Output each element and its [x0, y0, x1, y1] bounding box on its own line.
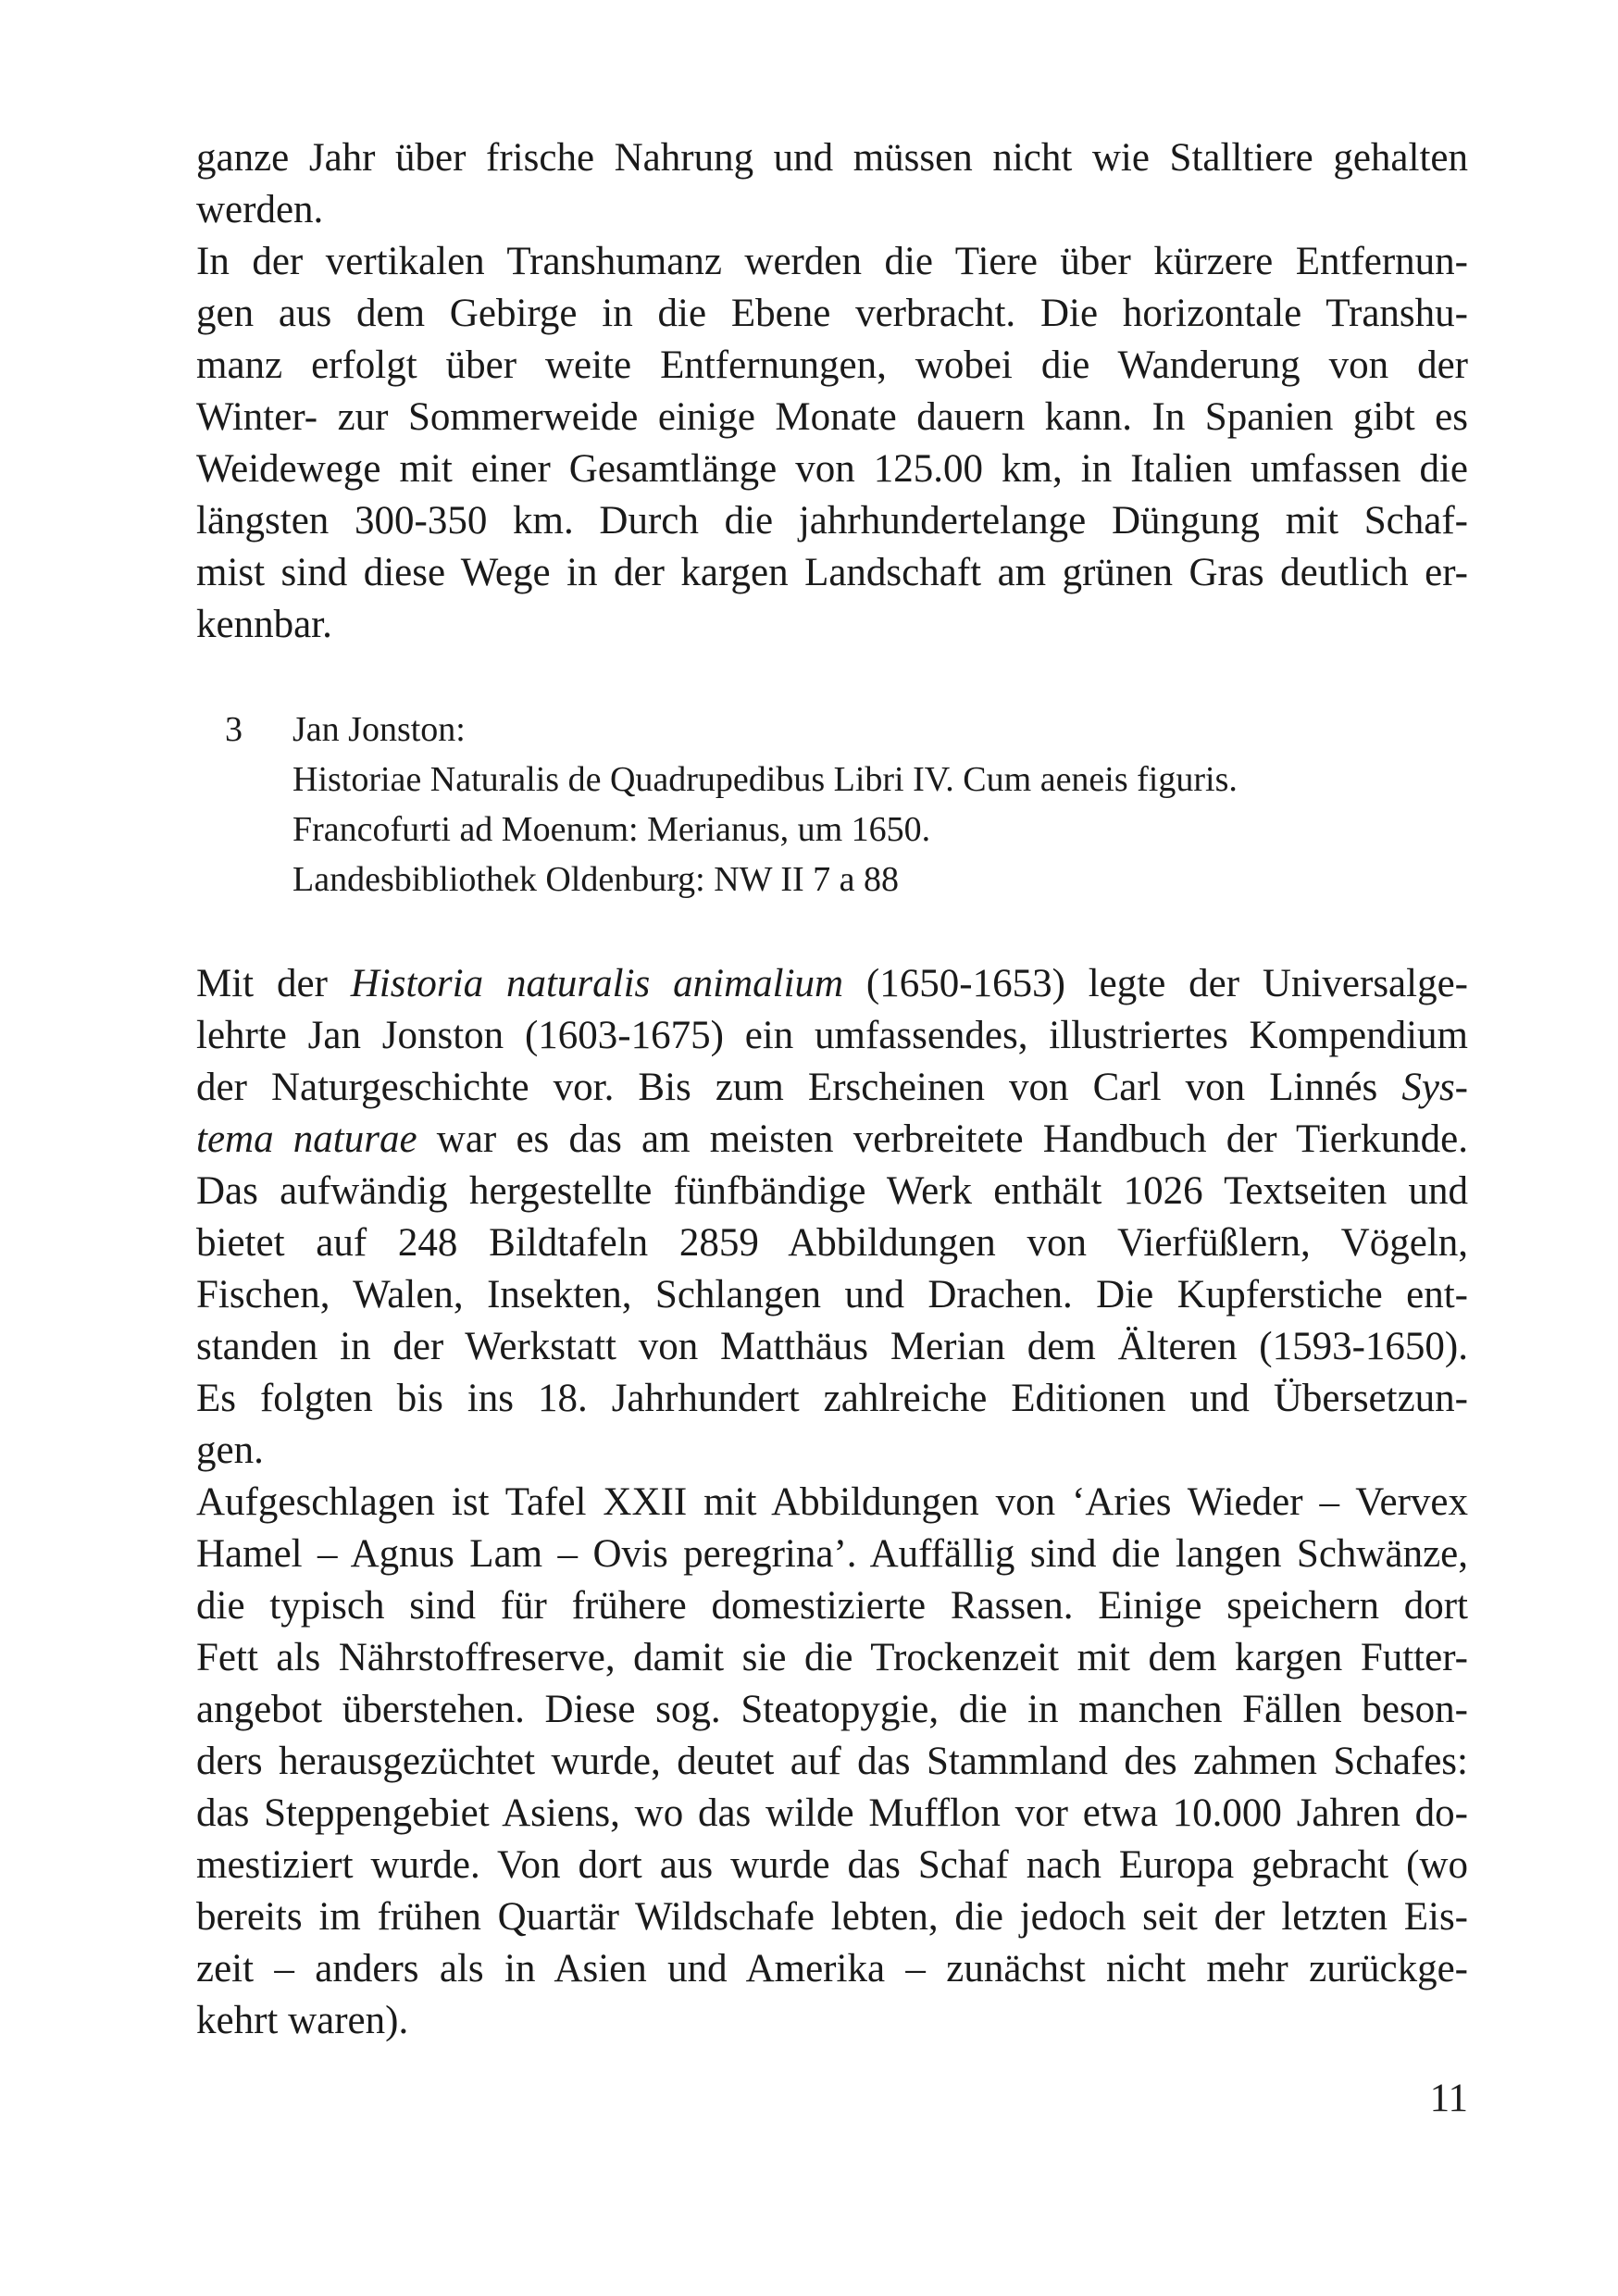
text-line: Weidewege mit einer Gesamtlänge von 125.00 km, in Italien umfassen die — [196, 447, 1468, 491]
text-line: In der vertikalen Transhumanz werden die Tiere über kürzere Entfernun- — [196, 240, 1468, 283]
text-line: lehrte Jan Jonston (1603-1675) ein umfassendes, illustriertes Kompendium — [196, 1014, 1468, 1057]
text-run: Mit der — [196, 962, 351, 1005]
text-line: Das aufwändig hergestellte fünfbändige Werk enthält 1026 Textseiten und — [196, 1169, 1468, 1213]
caption-text — [292, 705, 1428, 905]
text-line — [196, 1114, 1468, 1166]
text-line: angebot überstehen. Diese sog. Steatopygie, die in manchen Fällen beson- — [196, 1688, 1468, 1731]
text-line: bietet auf 248 Bildtafeln 2859 Abbildungen von Vierfüßlern, Vögeln, — [196, 1221, 1468, 1265]
text-line: standen in der Werkstatt von Matthäus Merian dem Älteren (1593-1650). — [196, 1325, 1468, 1368]
text-run: war es das am meisten verbreitete Handbuch der Tierkunde. — [417, 1117, 1468, 1161]
caption-title: Historiae Naturalis de Quadrupedibus Libri IV. Cum aeneis figuris. — [292, 760, 1238, 799]
text-run: der Naturgeschichte vor. Bis zum Erscheinen von Carl von Linnés — [196, 1066, 1402, 1109]
book-title-italic: Sys- — [1401, 1066, 1468, 1109]
text-line: ganze Jahr über frische Nahrung und müssen nicht wie Stalltiere gehalten — [196, 136, 1468, 180]
text-line: längsten 300-350 km. Durch die jahrhundertelange Düngung mit Schaf- — [196, 499, 1468, 543]
text-line: gen. — [196, 1429, 264, 1472]
text-line: kehrt waren). — [196, 1999, 409, 2042]
text-line: zeit – anders als in Asien und Amerika – zunächst nicht mehr zurückge- — [196, 1947, 1468, 1990]
page-number: 11 — [1429, 2077, 1468, 2120]
caption-author: Jan Jonston: — [292, 710, 466, 749]
text-run: (1650-1653) legte der Universalge- — [843, 962, 1468, 1005]
text-line: bereits im frühen Quartär Wildschafe lebten, die jedoch seit der letzten Eis- — [196, 1895, 1468, 1939]
caption-imprint: Francofurti ad Moenum: Merianus, um 1650. — [292, 810, 931, 849]
paragraph-jonston — [196, 958, 1468, 2047]
text-line: ders herausgezüchtet wurde, deutet auf das Stammland des zahmen Schafes: — [196, 1740, 1468, 1783]
caption-number: 3 — [225, 710, 243, 749]
text-line: Fett als Nährstoffreserve, damit sie die Trockenzeit mit dem kargen Futter- — [196, 1636, 1468, 1679]
caption-shelfmark: Landesbibliothek Oldenburg: NW II 7 a 88 — [292, 860, 900, 899]
book-title-italic: Historia naturalis animalium — [350, 962, 844, 1005]
text-line — [196, 958, 1468, 1010]
text-line: Es folgten bis ins 18. Jahrhundert zahlreiche Editionen und Übersetzun- — [196, 1377, 1468, 1420]
paragraph-transhumanz — [196, 132, 1468, 651]
text-line: mestiziert wurde. Von dort aus wurde das Schaf nach Europa gebracht (wo — [196, 1843, 1468, 1887]
text-line: werden. — [196, 188, 324, 231]
text-line: manz erfolgt über weite Entfernungen, wobei die Wanderung von der — [196, 343, 1468, 387]
text-line: Aufgeschlagen ist Tafel XXII mit Abbildungen von ‘Aries Wieder – Vervex — [196, 1480, 1468, 1524]
text-line: Hamel – Agnus Lam – Ovis peregrina’. Auffällig sind die langen Schwänze, — [196, 1532, 1468, 1576]
text-line: kennbar. — [196, 603, 332, 646]
text-line: Winter- zur Sommerweide einige Monate dauern kann. In Spanien gibt es — [196, 395, 1468, 439]
text-line: das Steppengebiet Asiens, wo das wilde Mufflon vor etwa 10.000 Jahren do- — [196, 1791, 1468, 1835]
text-line: Fischen, Walen, Insekten, Schlangen und Drachen. Die Kupferstiche ent- — [196, 1273, 1468, 1316]
text-line: gen aus dem Gebirge in die Ebene verbracht. Die horizontale Transhu- — [196, 292, 1468, 335]
text-line: mist sind diese Wege in der kargen Landschaft am grünen Gras deutlich er- — [196, 551, 1468, 594]
text-line: die typisch sind für frühere domestizierte Rassen. Einige speichern dort — [196, 1584, 1468, 1628]
text-line — [196, 1062, 1468, 1114]
book-title-italic: tema naturae — [196, 1117, 417, 1161]
